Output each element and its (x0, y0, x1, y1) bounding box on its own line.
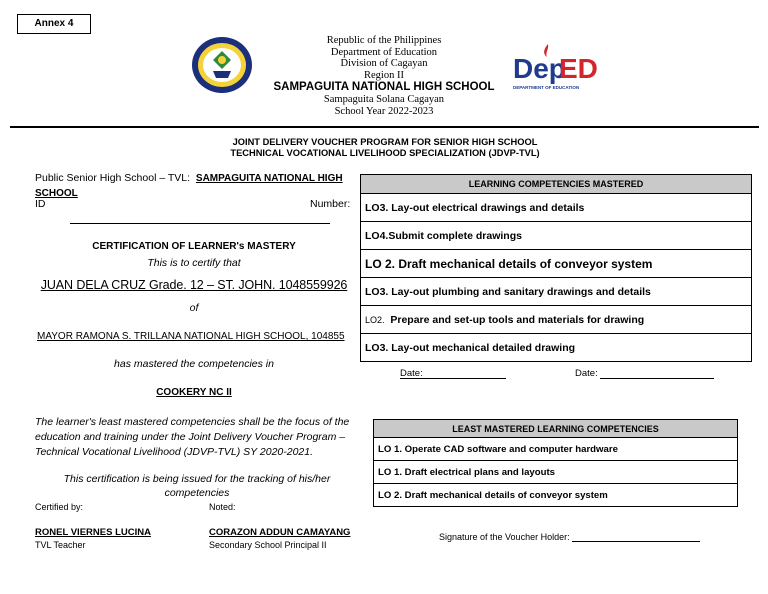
origin-school: MAYOR RAMONA S. TRILLANA NATIONAL HIGH SCHOOL, 104855 (37, 331, 345, 342)
table-row (361, 278, 752, 306)
certified-by-label: Certified by: (35, 502, 84, 512)
svg-text:Dep: Dep (513, 53, 566, 84)
least-mastered-table (373, 419, 738, 507)
noted-label: Noted: (209, 502, 236, 512)
table-row (361, 250, 752, 278)
date-field-1 (400, 368, 506, 379)
svg-text:DEPARTMENT OF EDUCATION: DEPARTMENT OF EDUCATION (513, 85, 580, 90)
program-title-line1: JOINT DELIVERY VOUCHER PROGRAM FOR SENIOR HIGH SCHOOL (232, 137, 538, 147)
date-field-2 (575, 368, 714, 379)
header-line-region: Region II (364, 69, 404, 81)
issued-text: This certification is being issued for the tracking of his/her competencies (63, 473, 331, 499)
least-row-text: LO 1. Draft electrical plans and layouts (374, 461, 738, 484)
header-line-division: Division of Cagayan (340, 58, 428, 70)
teacher-name: RONEL VIERNES LUCINA (35, 527, 151, 538)
header-divider (10, 126, 759, 128)
learner-name: JUAN DELA CRUZ Grade. 12 – ST. JOHN. 1048559926 (40, 278, 348, 292)
school-year: School Year 2022-2023 (334, 105, 434, 117)
header-line-deped: Department of Education (330, 46, 438, 58)
mastered-row-text: LO 2. Draft mechanical details of conveyor system (361, 250, 752, 278)
header-line-republic: Republic of the Philippines (326, 35, 442, 46)
program-title (150, 137, 620, 158)
program-title-line2: TECHNICAL VOCATIONAL LIVELIHOOD SPECIALIZATION (JDVP-TVL) (230, 147, 540, 158)
least-row-text: LO 1. Operate CAD software and computer hardware (374, 438, 738, 461)
school-field-label: Public Senior High School – TVL: (35, 172, 191, 184)
mastered-table-header: LEARNING COMPETENCIES MASTERED (361, 175, 752, 194)
mastered-row-prefix: LO2. (365, 314, 385, 325)
school-header (230, 35, 538, 118)
certification-title: CERTIFICATION OF LEARNER's MASTERY (92, 241, 296, 252)
teacher-title: TVL Teacher (35, 540, 86, 550)
annex-label: Annex 4 (17, 14, 91, 34)
table-row (374, 484, 738, 507)
school-field-value: SAMPAGUITA NATIONAL HIGH SCHOOL (35, 173, 343, 199)
svg-text:ED: ED (559, 53, 598, 84)
of-text: of (189, 302, 199, 314)
school-name: SAMPAGUITA NATIONAL HIGH SCHOOL (273, 81, 495, 94)
table-row (361, 306, 752, 334)
focus-text: The learner's least mastered competencies shall be the focus of the education and training under the Joint Delivery Voucher Program – Technical Vocational Livelihood (JDVP-TVL) SY 2020-2021. (35, 416, 350, 458)
mastered-text: has mastered the competencies in (114, 358, 274, 370)
voucher-signature-field (439, 532, 700, 542)
principal-title: Secondary School Principal II (209, 540, 327, 550)
mastered-row-cell (361, 306, 752, 334)
table-row (361, 222, 752, 250)
voucher-signature-label: Signature of the Voucher Holder: (439, 532, 570, 542)
least-table-header: LEAST MASTERED LEARNING COMPETENCIES (374, 420, 738, 438)
course-name: COOKERY NC II (156, 387, 232, 398)
principal-name: CORAZON ADDUN CAMAYANG (209, 527, 351, 538)
certify-text: This is to certify that (147, 257, 241, 269)
date-label: Date: (575, 368, 598, 379)
table-row (374, 438, 738, 461)
deped-logo (510, 42, 598, 94)
mastered-row-text: LO3. Lay-out plumbing and sanitary drawings and details (361, 278, 752, 306)
id-number-line (70, 223, 330, 224)
table-row (361, 334, 752, 362)
table-row (361, 194, 752, 222)
mastered-row-text: LO3. Lay-out mechanical detailed drawing (361, 334, 752, 362)
school-address: Sampaguita Solana Cagayan (323, 94, 445, 106)
date-label: Date: (400, 368, 423, 379)
school-field (35, 171, 353, 201)
id-label: ID (35, 198, 46, 210)
table-row (374, 461, 738, 484)
least-row-text: LO 2. Draft mechanical details of conveyor system (374, 484, 738, 507)
mastered-row-text: LO3. Lay-out electrical drawings and details (361, 194, 752, 222)
number-label: Number: (310, 198, 351, 210)
mastered-competencies-table (360, 174, 752, 362)
mastered-row-text: LO4.Submit complete drawings (361, 222, 752, 250)
mastered-row-text: Prepare and set-up tools and materials for drawing (390, 313, 645, 326)
